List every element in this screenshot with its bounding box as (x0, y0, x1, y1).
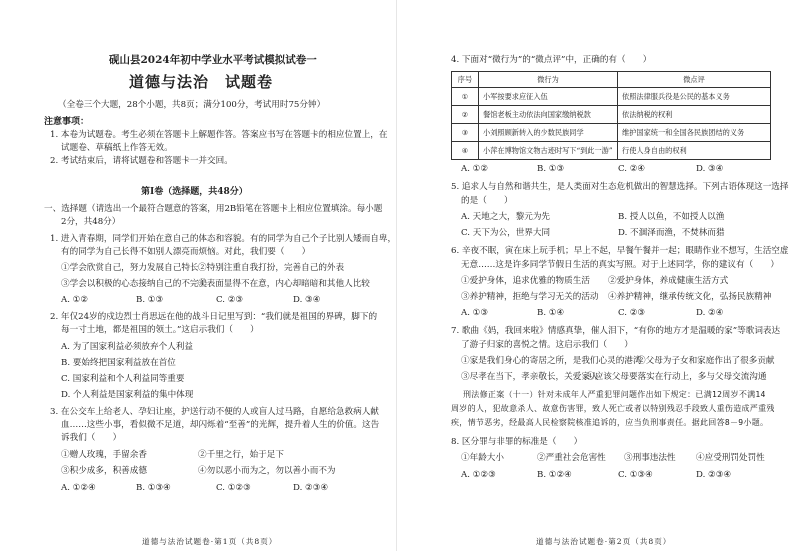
q2-choice-a: A. 为了国家利益必须放弃个人利益 (61, 342, 193, 352)
table-row (452, 106, 771, 124)
table-cell: 行使人身自由的权利 (618, 142, 771, 160)
q4-choice-c: C. ②④ (618, 164, 646, 174)
question-1: 1. 进入青春期，同学们开始在意自己的体态和容貌。有的同学为自己个子比别人矮而自卑， (50, 234, 397, 244)
table-header: 微点评 (618, 72, 771, 88)
q7-statement-4: ④应该父母要落实在行动上，多与父母交流沟通 (586, 372, 767, 382)
q1-statement-3: ③学会以积极的心态接纳自己的不完美 (61, 279, 208, 289)
q6-choice-b: B. ①④ (537, 308, 565, 318)
paper-title: 道德与法治 试题卷 (129, 73, 274, 91)
q1-choice-b: B. ①③ (136, 295, 164, 305)
exam-title: 砚山县2024年初中学业水平考试模拟试卷一 (109, 54, 317, 66)
q4-choice-a: A. ①② (461, 164, 489, 174)
table-row (452, 88, 771, 106)
question-5-cont: 的是（ ） (461, 196, 513, 206)
table-cell: 维护国家统一和全国各民族团结的义务 (618, 124, 771, 142)
q3-choice-c: C. ①②③ (216, 483, 251, 493)
notice-heading: 注意事项： (44, 117, 90, 127)
question-5: 5. 追求人与自然和谐共生，是人类面对生态危机做出的智慧选择。下列古语体现这一选择 (451, 182, 789, 192)
q3-choice-b: B. ①③④ (136, 483, 171, 493)
q7-statement-3: ③尽孝在当下，孝亲敬长，关爱家人 (461, 372, 599, 382)
q1-statement-4: ④表面显得不在意，内心却暗暗和其他人比较 (198, 279, 370, 289)
q6-choice-c: C. ②③ (618, 308, 646, 318)
q8-statement-4: ④应受刑罚处罚性 (696, 453, 765, 463)
q6-choice-d: D. ②④ (696, 308, 724, 318)
law-passage-cont-2: 疾，情节恶劣，经最高人民检察院核准追诉的，应当负刑事责任。据此回答8－9小题。 (451, 418, 769, 427)
q6-choice-a: A. ①③ (461, 308, 489, 318)
question-6: 6. 辛夜不眠，寅在床上玩手机；早上不起，早餐午餐并一起；眼睛作业不想写，生活空虚 (451, 246, 789, 256)
q8-choice-b: B. ①②④ (537, 470, 572, 480)
question-4: 4. 下面对“微行为”的“微点评”中，正确的有（ ） (451, 55, 652, 65)
notice-1: 1. 本卷为试题卷。考生必须在答题卡上解题作答。答案应书写在答题卡的相应位置上，在 (50, 130, 388, 140)
table-cell: 依照法律服兵役是公民的基本义务 (618, 88, 771, 106)
table-row (452, 142, 771, 160)
q8-statement-2: ②严重社会危害性 (537, 453, 606, 463)
question-3-cont: 血……这些小事，看似微不足道，却闪烁着“至善”的光辉，提升着人生的价值。这告 (61, 420, 380, 430)
q8-choice-c: C. ①③④ (618, 470, 653, 480)
q5-choice-b: B. 授人以鱼，不如授人以渔 (618, 212, 725, 222)
q1-statement-2: ②特别注重自我打扮，完善自己的外表 (198, 263, 345, 273)
q3-statement-3: ③积少成多，积善成德 (61, 466, 147, 476)
q5-choice-d: D. 不涸泽而渔，不焚林而猎 (618, 228, 725, 238)
table-cell: ④ (452, 142, 479, 160)
q1-choice-a: A. ①② (61, 295, 89, 305)
table-row (452, 124, 771, 142)
question-7-cont: 了游子归家的喜悦之情。这启示我们（ ） (461, 340, 633, 350)
q3-statement-1: ①赠人玫瑰，手留余香 (61, 450, 147, 460)
q6-statement-1: ①爱护身体，追求优雅的物质生活 (461, 276, 590, 286)
q3-choice-d: D. ②③④ (293, 483, 329, 493)
q6-statement-2: ②爱护身体，养成健康生活方式 (608, 276, 729, 286)
q8-statement-3: ③刑事违法性 (624, 453, 676, 463)
part-heading: 第Ⅰ卷（选择题，共48分） (141, 187, 248, 197)
question-1-cont: 有的同学为自己长得不如别人漂亮而烦恼。对此，我们要（ ） (61, 247, 311, 257)
q2-choice-b: B. 要始终把国家利益放在首位 (61, 358, 176, 368)
q2-choice-c: C. 国家利益和个人利益同等重要 (61, 374, 185, 384)
footer-page-1: 道德与法治试题卷·第1页（共8页） (142, 537, 278, 546)
table-cell: ③ (452, 124, 479, 142)
table-header-row (452, 72, 771, 88)
notice-1-cont: 试题卷、草稿纸上作答无效。 (61, 143, 173, 153)
question-2-cont: 每一寸土地，都是祖国的领土。”这启示我们（ ） (61, 325, 259, 335)
behavior-table (451, 71, 771, 160)
q5-choice-c: C. 天下为公，世界大同 (461, 228, 551, 238)
q7-statement-1: ①家是我们身心的寄居之所，是我们心灵的港湾 (461, 356, 642, 366)
table-cell: 小萍在博物馆文物古迹时写下“到此一游” (479, 142, 618, 160)
q8-choice-d: D. ②③④ (696, 470, 732, 480)
law-passage-cont: 周岁的人，犯故意杀人、故意伤害罪，致人死亡或者以特别残忍手段致人重伤造成严重残 (451, 404, 775, 413)
question-6-cont: 无意……这是许多同学节假日生活的真实写照。对于上述同学，你的建议有（ ） (461, 260, 779, 270)
q6-statement-3: ③养护精神，拒绝与学习无关的活动 (461, 292, 599, 302)
q1-statement-1: ①学会欣赏自己，努力发展自己特长 (61, 263, 199, 273)
question-3: 3. 在公交车上给老人、孕妇让座，护送行动不便的人或盲人过马路，自愿给急救病人献 (50, 407, 379, 417)
table-cell: 依法纳税的权利 (618, 106, 771, 124)
q1-choice-c: C. ②③ (216, 295, 244, 305)
q8-statement-1: ①年龄大小 (461, 453, 504, 463)
section-1-intro: 一、选择题（请选出一个最符合题意的答案，用2B铅笔在答题卡上相应位置填涂。每小题 (44, 204, 383, 214)
question-8: 8. 区分罪与非罪的标准是（ ） (451, 437, 583, 447)
q4-choice-b: B. ①③ (537, 164, 565, 174)
table-cell: 餐馆老板主动依法向国家缴纳税款 (479, 106, 618, 124)
question-3-cont-2: 诉我们（ ） (61, 433, 122, 443)
q8-choice-a: A. ①②③ (461, 470, 496, 480)
q4-choice-d: D. ③④ (696, 164, 724, 174)
question-7: 7. 歌曲《妈，我回来啦》情感真挚，催人泪下，“有你的地方才是温暖的家”等歌词表达 (451, 326, 781, 336)
table-cell: 小军按要求应征入伍 (479, 88, 618, 106)
law-passage: 刑法修正案（十一）针对未成年人严重犯罪问题作出如下规定：已满12周岁不满14 (463, 390, 766, 399)
table-header: 序号 (452, 72, 479, 88)
table-cell: ② (452, 106, 479, 124)
table-cell: ① (452, 88, 479, 106)
notice-2: 2. 考试结束后，请将试题卷和答题卡一并交回。 (50, 156, 233, 166)
q3-statement-2: ②千里之行，始于足下 (198, 450, 284, 460)
exam-info: （全卷三个大题，28个小题，共8页；满分100分，考试用时75分钟） (58, 100, 326, 110)
section-1-intro-cont: 2分，共48分） (61, 217, 121, 227)
q1-choice-d: D. ③④ (293, 295, 321, 305)
table-header: 微行为 (479, 72, 618, 88)
question-2: 2. 年仅24岁的戍边烈士肖思远在他的战斗日记里写到：“我们就是祖国的界碑，脚下的 (50, 312, 378, 322)
q7-statement-2: ②父母为子女和家庭作出了很多贡献 (637, 356, 775, 366)
table-cell: 小刘照顾新转入的少数民族同学 (479, 124, 618, 142)
footer-page-2: 道德与法治试题卷·第2页（共8页） (536, 537, 672, 546)
q3-statement-4: ④勿以恶小而为之，勿以善小而不为 (198, 466, 336, 476)
q3-choice-a: A. ①②④ (61, 483, 96, 493)
q5-choice-a: A. 天地之大，黎元为先 (461, 212, 551, 222)
q6-statement-4: ④养护精神，继承传统文化，弘扬民族精神 (608, 292, 772, 302)
q2-choice-d: D. 个人利益是国家利益的集中体现 (61, 390, 194, 400)
